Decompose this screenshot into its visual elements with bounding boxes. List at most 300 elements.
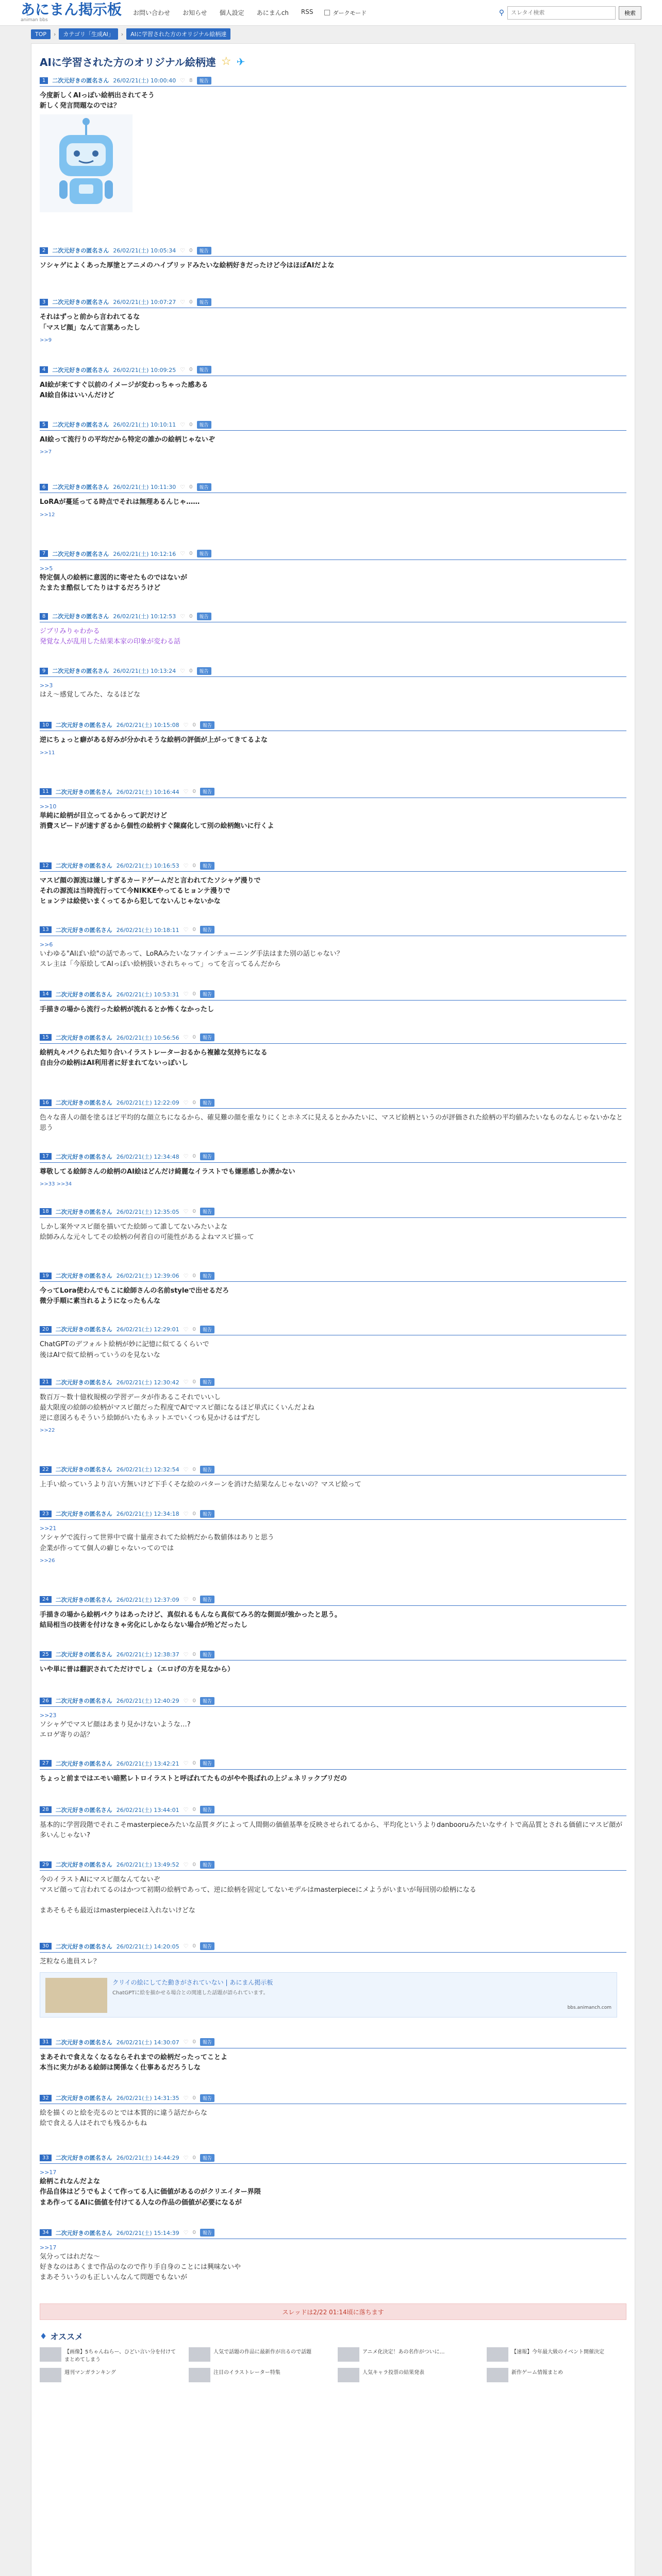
post-date: 26/02/21(土) 10:12:53: [113, 613, 176, 620]
post-author: 二次元好きの匿名さん: [55, 2039, 112, 2046]
site-logo[interactable]: [21, 3, 122, 23]
report-button[interactable]: 報告: [200, 2094, 214, 2102]
post-text: LoRAが蔓延ってる時点でそれは無理あるんじゃ……: [40, 498, 200, 506]
post-author: 二次元好きの匿名さん: [55, 1806, 112, 1814]
post-number[interactable]: 22: [40, 1466, 52, 1473]
post-header: [40, 1806, 626, 1816]
recommend-thumbnail[interactable]: [40, 2347, 61, 2362]
recommend-thumbnail[interactable]: [40, 2368, 61, 2382]
post-text: 色々な喜人の顔を塗るほど平均的な顔立ちになるから、確見難の顔を重なりにくとホネズに見えるとかみたいに、マスピ絵柄というのが評価された絵柄の平均値みたいなものなんじゃないかなと思う: [40, 1114, 623, 1132]
post-body: [40, 1770, 626, 1784]
report-button[interactable]: 報告: [200, 1033, 214, 1041]
post-author: 二次元好きの匿名さん: [55, 1208, 112, 1215]
post-number[interactable]: 3: [40, 299, 48, 306]
twitter-share-icon[interactable]: ✈: [236, 55, 245, 68]
post-author: 二次元好きの匿名さん: [55, 1943, 112, 1950]
post-number[interactable]: 24: [40, 1596, 52, 1603]
post: [40, 1098, 626, 1133]
link-preview-card[interactable]: [40, 1972, 617, 2018]
recommend-item[interactable]: [40, 2347, 179, 2363]
link-preview-desc: ChatGPTに絵を描かせる場合との関連した話題が語られています。: [112, 1990, 269, 1996]
post-body: [40, 431, 626, 457]
post-number[interactable]: 25: [40, 1651, 52, 1658]
breadcrumb-thread[interactable]: AIに学習された方のオリジナル絵柄達: [126, 28, 230, 40]
report-button[interactable]: 報告: [200, 1153, 214, 1160]
post: [40, 990, 626, 1015]
post-header: [40, 550, 626, 560]
post-header: [40, 298, 626, 308]
post-text: 芝粒なら進員スレ？: [40, 1957, 101, 1965]
report-button[interactable]: 報告: [200, 2229, 214, 2236]
post-date: 26/02/21(土) 12:22:09: [116, 1099, 179, 1107]
post-date: 26/02/21(土) 10:13:24: [113, 668, 176, 675]
like-count: 0: [189, 247, 193, 253]
post-date: 26/02/21(土) 12:29:01: [116, 1326, 179, 1333]
post-list: [40, 76, 626, 2283]
like-heart-icon[interactable]: ♡: [180, 366, 186, 374]
post-text: はえ～感覚してみた、なるほどな: [40, 691, 141, 699]
reply-anchor-link[interactable]: >>6: [40, 941, 53, 948]
like-count: 0: [192, 1651, 196, 1657]
post-author: 二次元好きの匿名さん: [52, 366, 109, 374]
post-number[interactable]: 13: [40, 926, 52, 933]
like-heart-icon[interactable]: ♡: [183, 721, 189, 728]
post-text: ジブリみりゃわかる 発覚な人が乱用した結果本家の印象が変わる話: [40, 628, 181, 646]
nav-item-settings[interactable]: 個人設定: [219, 9, 244, 16]
post-text: 尊敬してる絵師さんの絵柄のAI絵はどんだけ綺麗なイラストでも嫌悪感しか湧かない: [40, 1167, 295, 1176]
post-body: [40, 1520, 626, 1565]
post-author: 二次元好きの匿名さん: [55, 722, 112, 729]
post-header: [40, 483, 626, 493]
post-text: 今度新しくAIっぽい絵柄出されてそう 新しく発言問題なのでは？: [40, 92, 155, 110]
post-body: [40, 731, 626, 757]
like-heart-icon[interactable]: ♡: [180, 483, 186, 490]
post-image-robot[interactable]: [40, 114, 133, 212]
post-header: [40, 1759, 626, 1770]
report-button[interactable]: 報告: [200, 1942, 214, 1950]
recommend-title[interactable]: 注目のイラストレーター特集: [213, 2370, 280, 2376]
post-date: 26/02/21(土) 10:12:16: [113, 550, 176, 557]
post-author: 二次元好きの匿名さん: [55, 1466, 112, 1473]
like-heart-icon[interactable]: ♡: [183, 788, 189, 795]
report-button[interactable]: 報告: [200, 721, 214, 729]
link-preview-host: bbs.animanch.com: [567, 2005, 611, 2010]
post-number[interactable]: 7: [40, 550, 48, 557]
like-count: 0: [192, 722, 196, 728]
like-heart-icon[interactable]: ♡: [180, 613, 186, 620]
post-number[interactable]: 15: [40, 1034, 52, 1041]
report-button[interactable]: 報告: [200, 1466, 214, 1473]
report-button[interactable]: 報告: [200, 2038, 214, 2046]
recommend-thumbnail[interactable]: [189, 2368, 210, 2382]
like-heart-icon[interactable]: ♡: [183, 1099, 189, 1106]
post-number[interactable]: 9: [40, 668, 48, 674]
post-header: [40, 2038, 626, 2048]
like-heart-icon[interactable]: ♡: [180, 550, 186, 557]
post-author: 二次元好きの匿名さん: [55, 1760, 112, 1767]
thread-title: AIに学習された方のオリジナル絵柄達: [40, 56, 216, 69]
report-button[interactable]: 報告: [200, 990, 214, 998]
like-count: 0: [192, 2039, 196, 2045]
post: [40, 612, 626, 647]
post-body: [40, 1001, 626, 1015]
link-preview-title[interactable]: クリイの絵にしてた動きがされていない | あにまん掲示板: [112, 1978, 273, 1986]
reply-anchor-link[interactable]: >>17: [40, 2244, 57, 2251]
post: [40, 298, 626, 345]
like-heart-icon[interactable]: ♡: [183, 1651, 189, 1658]
breadcrumb-category[interactable]: カテゴリ「生成AI」: [59, 28, 118, 40]
recommend-item[interactable]: [487, 2347, 626, 2363]
like-count: 0: [192, 991, 196, 997]
breadcrumb-top[interactable]: TOP: [31, 29, 51, 39]
like-heart-icon[interactable]: ♡: [183, 862, 189, 869]
post-number[interactable]: 5: [40, 421, 48, 428]
post-header: [40, 2154, 626, 2164]
report-button[interactable]: 報告: [200, 1697, 214, 1705]
post-number[interactable]: 1: [40, 77, 48, 84]
post-date: 26/02/21(土) 13:44:01: [116, 1806, 179, 1814]
like-count: 0: [189, 299, 193, 305]
report-button[interactable]: 報告: [197, 247, 211, 255]
post: [40, 2094, 626, 2129]
post-number[interactable]: 6: [40, 484, 48, 490]
like-heart-icon[interactable]: ♡: [183, 1510, 189, 1517]
post-header: [40, 420, 626, 431]
report-button[interactable]: 報告: [200, 862, 214, 870]
like-heart-icon[interactable]: ♡: [183, 1466, 189, 1473]
reply-anchor-link[interactable]: >>10: [40, 803, 57, 810]
reply-anchor-link[interactable]: >>17: [40, 2169, 57, 2176]
reply-anchor-link[interactable]: >>5: [40, 565, 53, 572]
recommend-title[interactable]: 人気で話題の作品に最新作が出るので話題: [213, 2349, 311, 2355]
dark-mode-checkbox[interactable]: [324, 10, 330, 15]
post-number[interactable]: 33: [40, 2155, 52, 2161]
nav-item-contact[interactable]: お問い合わせ: [133, 9, 171, 16]
post-author: 二次元好きの匿名さん: [55, 1861, 112, 1869]
post-header: [40, 1596, 626, 1606]
like-count: 0: [192, 1943, 196, 1950]
post-author: 二次元好きの匿名さん: [52, 77, 109, 84]
post-author: 二次元好きの匿名さん: [55, 1698, 112, 1705]
recommend-title[interactable]: 週刊マンガランキング: [64, 2370, 116, 2376]
post: [40, 76, 626, 212]
recommend-thumbnail[interactable]: [487, 2347, 508, 2362]
post-header: [40, 1378, 626, 1388]
post-header: [40, 1697, 626, 1707]
post-date: 26/02/21(土) 10:05:34: [113, 247, 176, 255]
like-count: 0: [192, 1807, 196, 1813]
like-count: 0: [192, 1466, 196, 1472]
report-button[interactable]: 報告: [200, 926, 214, 934]
replies-link[interactable]: >>11: [40, 750, 55, 756]
post-body: [40, 798, 626, 832]
like-count: 0: [192, 1760, 196, 1767]
osusume-grid: [40, 2347, 626, 2383]
report-button[interactable]: 報告: [197, 421, 211, 429]
post-number[interactable]: 29: [40, 1861, 52, 1868]
report-button[interactable]: 報告: [197, 366, 211, 374]
like-heart-icon[interactable]: ♡: [183, 1272, 189, 1279]
like-heart-icon[interactable]: ♡: [183, 1943, 189, 1950]
recommend-item[interactable]: [487, 2368, 626, 2383]
post-header: [40, 366, 626, 376]
like-heart-icon[interactable]: ♡: [180, 247, 186, 254]
like-count: 0: [192, 1099, 196, 1106]
post-text: 上手い絵っていうより言い方無いけど下手くそな絵のパターンを消けた結果なんじゃないの？マスピ絵って: [40, 1481, 361, 1489]
osusume-header: [40, 2330, 626, 2342]
recommend-title[interactable]: 人気キャラ投票の結果発表: [362, 2370, 424, 2376]
post-header: [40, 926, 626, 936]
post-author: 二次元好きの匿名さん: [55, 2155, 112, 2162]
like-heart-icon[interactable]: ♡: [183, 1379, 189, 1386]
post-number[interactable]: 20: [40, 1326, 52, 1333]
post: [40, 861, 626, 907]
like-heart-icon[interactable]: ♡: [183, 2094, 189, 2102]
post-header: [40, 990, 626, 1001]
post-number[interactable]: 4: [40, 366, 48, 373]
replies-link[interactable]: >>12: [40, 512, 55, 518]
post-author: 二次元好きの匿名さん: [52, 421, 109, 429]
post-text: 手描きの場から流行った絵柄が流れるとか怖くなかったし: [40, 1005, 214, 1013]
report-button[interactable]: 報告: [197, 613, 211, 620]
like-heart-icon[interactable]: ♡: [180, 298, 186, 306]
post: [40, 926, 626, 970]
post-header: [40, 1272, 626, 1282]
recommend-thumbnail[interactable]: [338, 2368, 359, 2382]
post-number[interactable]: 16: [40, 1099, 52, 1106]
reply-anchor-link[interactable]: >>23: [40, 1712, 57, 1719]
post-author: 二次元好きの匿名さん: [52, 299, 109, 306]
like-count: 0: [192, 1326, 196, 1332]
post-text: しかし案外マスピ顔を描いてた絵師って誰してないみたいよな 絵師みんな元々してその絵柄の何者自の可能性があるよねマスピ描って: [40, 1223, 255, 1241]
post: [40, 1378, 626, 1436]
report-button[interactable]: 報告: [200, 1651, 214, 1658]
post-author: 二次元好きの匿名さん: [52, 668, 109, 675]
replies-link[interactable]: >>7: [40, 449, 52, 455]
like-heart-icon[interactable]: ♡: [183, 926, 189, 934]
like-heart-icon[interactable]: ♡: [183, 1861, 189, 1868]
like-count: 0: [189, 484, 193, 490]
logo-subtext: animan bbs: [21, 18, 48, 23]
post: [40, 1806, 626, 1841]
like-heart-icon[interactable]: ♡: [180, 77, 186, 84]
report-button[interactable]: 報告: [197, 298, 211, 306]
like-heart-icon[interactable]: ♡: [183, 1034, 189, 1041]
replies-link[interactable]: >>33 >>34: [40, 1181, 72, 1187]
post-text: 単純に絵柄が目立ってるからって訳だけど 消費スピードが速すぎるから個性の絵柄すぐ陳腐化して別の絵柄飽いに行くよ: [40, 811, 274, 830]
post-number[interactable]: 21: [40, 1379, 52, 1385]
post-number[interactable]: 28: [40, 1806, 52, 1813]
post-body: [40, 677, 626, 700]
logo-text[interactable]: あにまん掲示板: [21, 1, 122, 18]
post-author: 二次元好きの匿名さん: [52, 550, 109, 557]
report-button[interactable]: 報告: [200, 1806, 214, 1814]
report-button[interactable]: 報告: [200, 1099, 214, 1107]
post-number[interactable]: 12: [40, 862, 52, 869]
like-count: 0: [189, 421, 193, 428]
recommend-title[interactable]: 【画像】5ちゃんねらー、ひどい言い分を付けてまとめてしまう: [64, 2349, 176, 2363]
breadcrumb: [0, 26, 662, 42]
replies-link[interactable]: >>26: [40, 1557, 55, 1564]
like-heart-icon[interactable]: ♡: [183, 2039, 189, 2046]
post-number[interactable]: 8: [40, 613, 48, 620]
post-header: [40, 1510, 626, 1520]
report-button[interactable]: 報告: [200, 1510, 214, 1518]
post-body: [40, 1871, 626, 1917]
search-input[interactable]: [507, 6, 616, 20]
dark-mode-label: ダークモード: [333, 9, 367, 16]
like-heart-icon[interactable]: ♡: [180, 667, 186, 674]
report-button[interactable]: 報告: [200, 1378, 214, 1386]
recommend-thumbnail[interactable]: [487, 2368, 508, 2382]
like-heart-icon[interactable]: ♡: [183, 2154, 189, 2161]
post-text: AI絵が来てすぐ以前のイメージが変わっちゃった感ある AI絵自体はいいんだけど: [40, 381, 208, 399]
report-button[interactable]: 報告: [200, 788, 214, 795]
post-body: [40, 1163, 626, 1189]
post-date: 26/02/21(土) 10:00:40: [113, 77, 176, 84]
post-body: [40, 872, 626, 907]
recommend-thumbnail[interactable]: [338, 2347, 359, 2362]
like-heart-icon[interactable]: ♡: [183, 1697, 189, 1704]
recommend-item[interactable]: [40, 2368, 179, 2383]
recommend-title[interactable]: アニメ化決定！あの名作がついに…: [362, 2349, 445, 2355]
post-date: 26/02/21(土) 14:31:35: [116, 2095, 179, 2102]
like-count: 0: [192, 2095, 196, 2101]
favorite-star-icon[interactable]: ☆: [221, 55, 231, 68]
recommend-thumbnail[interactable]: [189, 2347, 210, 2362]
post-body: [40, 936, 626, 970]
like-heart-icon[interactable]: ♡: [183, 1153, 189, 1160]
reply-anchor-link[interactable]: >>3: [40, 682, 53, 689]
post-number[interactable]: 30: [40, 1943, 52, 1950]
post-body: [40, 1388, 626, 1436]
report-button[interactable]: 報告: [200, 1861, 214, 1869]
post-body: [40, 560, 626, 594]
post-text: ソシャゲでマスピ顔はあまり見かけないような…? エロゲ寄りの話？: [40, 1721, 191, 1739]
report-button[interactable]: 報告: [197, 77, 211, 84]
post-number[interactable]: 26: [40, 1698, 52, 1704]
like-heart-icon[interactable]: ♡: [180, 421, 186, 428]
recommend-title[interactable]: 新作ゲーム情報まとめ: [511, 2370, 563, 2376]
post-text: ソシャゲによくあった厚塗とアニメのハイブリッドみたいな絵柄好きだったけど今はほぼAIだよな: [40, 262, 335, 270]
post-header: [40, 1325, 626, 1335]
osusume-title: オススメ: [50, 2332, 84, 2342]
post-text: 基本的に学習段階でそれこそmasterpieceみたいな品質タグによって人間側の価値基準を反映させられてるから、平均化というよりdanbooruみたいなサイトで高品質とされる価値にマスピ顔が多いんじゃない?: [40, 1821, 623, 1839]
post-author: 二次元好きの匿名さん: [55, 1651, 112, 1658]
post-date: 26/02/21(土) 12:34:48: [116, 1153, 179, 1160]
post-number[interactable]: 31: [40, 2039, 52, 2045]
report-button[interactable]: 報告: [200, 1208, 214, 1215]
recommend-icon: ♦: [40, 2331, 47, 2342]
like-count: 0: [192, 1035, 196, 1041]
report-button[interactable]: 報告: [197, 483, 211, 491]
post-text: いわゆる"AIぽい絵"の話であって、LoRAみたいなファインチューニング手法はまた別の話じゃない？ スレ主は「今原絵してAIっぽい絵柄扱いされちゃって」ってを言ってるんだから: [40, 950, 343, 968]
replies-link[interactable]: >>22: [40, 1428, 55, 1434]
like-heart-icon[interactable]: ♡: [183, 991, 189, 998]
post-body: [40, 87, 626, 212]
post-author: 二次元好きの匿名さん: [52, 613, 109, 620]
like-heart-icon[interactable]: ♡: [183, 1806, 189, 1814]
recommend-title[interactable]: 【速報】今年最大級のイベント開催決定: [511, 2349, 604, 2355]
like-heart-icon[interactable]: ♡: [183, 1596, 189, 1603]
reply-anchor-link[interactable]: >>21: [40, 1525, 57, 1532]
dark-mode-toggle[interactable]: [324, 9, 367, 17]
recommend-item[interactable]: [189, 2347, 328, 2363]
nav-item-animanch[interactable]: あにまんch: [256, 9, 289, 16]
nav-item-notice[interactable]: お知らせ: [183, 9, 207, 16]
post-header: [40, 1942, 626, 1953]
like-heart-icon[interactable]: ♡: [183, 1760, 189, 1767]
search-button[interactable]: 検索: [619, 6, 641, 20]
post-body: [40, 308, 626, 345]
post-date: 26/02/21(土) 12:40:29: [116, 1698, 179, 1705]
post-author: 二次元好きの匿名さん: [55, 1596, 112, 1603]
post-header: [40, 861, 626, 872]
post-body: [40, 1816, 626, 1841]
post-number[interactable]: 32: [40, 2095, 52, 2102]
site-header: [0, 0, 662, 26]
like-count: 0: [192, 1511, 196, 1517]
post-text: 絵を描くのと絵を売るのとでは本質的に違う話だからな 絵で食える人はそれでも残るかもね: [40, 2109, 208, 2128]
post-body: [40, 2104, 626, 2129]
post-header: [40, 1153, 626, 1163]
like-count: 0: [192, 1597, 196, 1603]
like-count: 0: [192, 862, 196, 869]
post-header: [40, 1860, 626, 1871]
report-button[interactable]: 報告: [200, 2154, 214, 2162]
replies-link[interactable]: >>9: [40, 337, 52, 343]
like-count: 0: [189, 551, 193, 557]
post-header: [40, 1650, 626, 1660]
header-nav: [133, 8, 313, 17]
post-number[interactable]: 27: [40, 1760, 52, 1767]
report-button[interactable]: 報告: [200, 1596, 214, 1603]
post-header: [40, 76, 626, 87]
post-header: [40, 1465, 626, 1476]
post: [40, 1510, 626, 1565]
post-number[interactable]: 11: [40, 788, 52, 795]
like-count: 0: [192, 1379, 196, 1385]
like-heart-icon[interactable]: ♡: [183, 1208, 189, 1215]
recommend-item[interactable]: [338, 2347, 477, 2363]
post-number[interactable]: 18: [40, 1208, 52, 1215]
post-number[interactable]: 17: [40, 1153, 52, 1160]
post-number[interactable]: 34: [40, 2229, 52, 2236]
post-number[interactable]: 23: [40, 1511, 52, 1517]
post-text: 絵柄丸々パクられた知り合いイラストレーターおるから複雑な気持ちになる 自由分の絵柄はAI利用者に好まれてないっぽいし: [40, 1048, 268, 1067]
like-heart-icon[interactable]: ♡: [183, 2229, 189, 2236]
recommend-item[interactable]: [189, 2368, 328, 2383]
report-button[interactable]: 報告: [197, 667, 211, 675]
post-body: [40, 1953, 626, 2018]
post-number[interactable]: 19: [40, 1273, 52, 1279]
post-body: [40, 1606, 626, 1631]
like-heart-icon[interactable]: ♡: [183, 1326, 189, 1333]
report-button[interactable]: 報告: [200, 1326, 214, 1333]
post-number[interactable]: 10: [40, 722, 52, 728]
post-author: 二次元好きの匿名さん: [55, 1099, 112, 1107]
post-number[interactable]: 14: [40, 991, 52, 997]
recommend-item[interactable]: [338, 2368, 477, 2383]
post-number[interactable]: 2: [40, 247, 48, 254]
report-button[interactable]: 報告: [200, 1272, 214, 1280]
report-button[interactable]: 報告: [197, 550, 211, 557]
post: [40, 366, 626, 401]
post: [40, 420, 626, 457]
report-button[interactable]: 報告: [200, 1759, 214, 1767]
post-author: 二次元好きの匿名さん: [55, 926, 112, 934]
nav-item-rss[interactable]: RSS: [301, 8, 313, 15]
